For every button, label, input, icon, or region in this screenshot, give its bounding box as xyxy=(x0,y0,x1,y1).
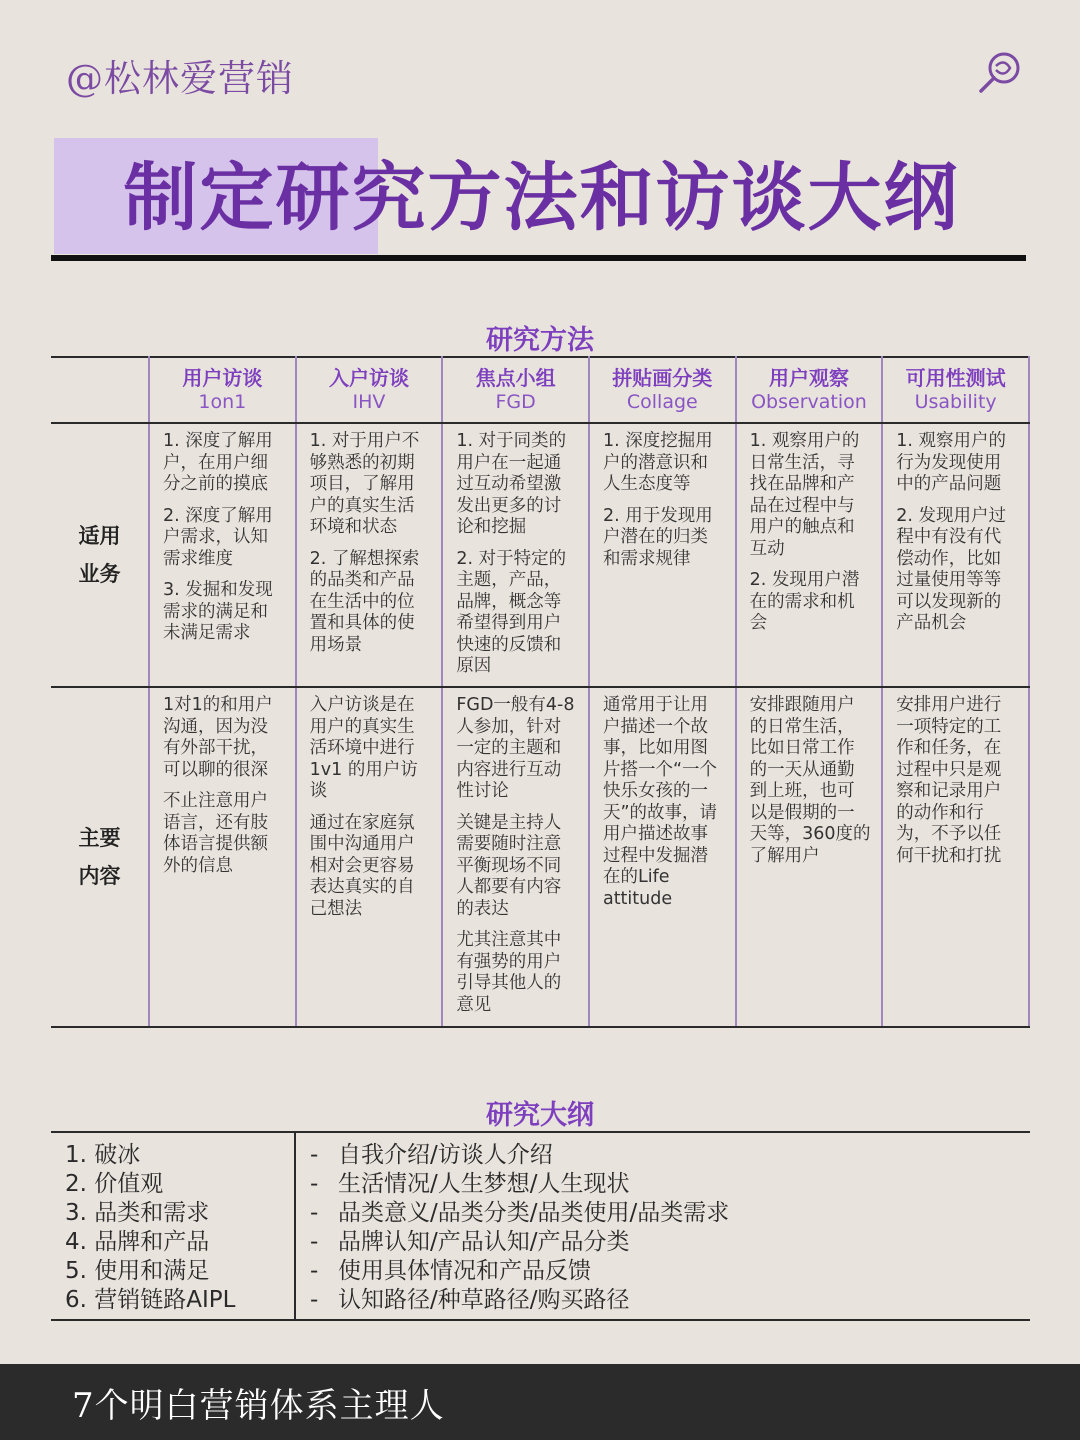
usage-cell xyxy=(149,423,296,687)
method-name: 可用性测试 xyxy=(905,366,1006,390)
usage-cell xyxy=(442,423,589,687)
methods-table xyxy=(51,356,1030,1028)
row-label-line: 适用 xyxy=(78,524,121,548)
method-name: 用户访谈 xyxy=(182,366,263,390)
outline-topics xyxy=(51,1133,296,1319)
content-point: 关键是主持人需要随时注意平衡现场不同人都要有内容的表达 xyxy=(456,812,562,919)
usage-point: 1. 观察用户的日常生活，寻找在品牌和产品在过程中与用户的触点和互动 xyxy=(749,431,860,559)
method-name: 焦点小组 xyxy=(475,366,556,390)
bullet-dash: - xyxy=(310,1258,319,1284)
content-cell xyxy=(296,687,443,1027)
usage-row xyxy=(51,423,1029,687)
method-subtitle: Usability xyxy=(914,391,997,413)
row-label-usage xyxy=(51,423,149,687)
methods-heading: 研究方法 xyxy=(486,325,594,356)
usage-point: 2. 了解想探索的品类和产品在生活中的位置和具体的使用场景 xyxy=(309,548,420,655)
content-point: 通过在家庭氛围中沟通用户相对会更容易表达真实的自己想法 xyxy=(309,812,415,919)
method-subtitle: IHV xyxy=(352,391,386,413)
bullet-dash: - xyxy=(310,1287,319,1313)
outline-detail xyxy=(310,1141,1030,1170)
method-header-collage xyxy=(589,357,736,423)
usage-cell xyxy=(296,423,443,687)
outline-detail-text: 品牌认知/产品认知/产品分类 xyxy=(338,1229,630,1255)
row-label-line: 内容 xyxy=(78,864,121,888)
methods-header-row xyxy=(51,357,1029,423)
method-header-fgd xyxy=(442,357,589,423)
method-name: 用户观察 xyxy=(768,366,849,390)
usage-cell xyxy=(589,423,736,687)
title-divider xyxy=(51,255,1026,261)
outline-topic: 6. 营销链路AIPL xyxy=(65,1287,236,1313)
outline-detail xyxy=(310,1199,1030,1228)
content-cell xyxy=(589,687,736,1027)
content-row xyxy=(51,687,1029,1027)
bullet-dash: - xyxy=(310,1171,319,1197)
usage-point: 1. 观察用户的行为发现使用中的产品问题 xyxy=(896,431,1007,494)
author-handle: @松林爱营销 xyxy=(66,57,294,100)
content-point: 入户访谈是在用户的真实生活环境中进行1v1 的用户访谈 xyxy=(309,695,418,801)
content-cell xyxy=(736,687,883,1027)
table-corner xyxy=(51,357,149,423)
footer-text: 7个明白营销体系主理人 xyxy=(72,1386,445,1426)
usage-point: 1. 对于同类的用户在一起通过互动希望激发出更多的讨论和挖掘 xyxy=(456,431,567,537)
bullet-dash: - xyxy=(310,1229,319,1255)
method-subtitle: 1on1 xyxy=(198,391,247,413)
footer-bar xyxy=(0,1364,1080,1440)
outline-topic: 3. 品类和需求 xyxy=(65,1200,210,1226)
outline-topic: 4. 品牌和产品 xyxy=(65,1229,210,1255)
method-name: 拼贴画分类 xyxy=(612,366,713,390)
outline-detail-text: 使用具体情况和产品反馈 xyxy=(338,1258,591,1284)
method-subtitle: Observation xyxy=(751,391,867,413)
content-point: 1对1的和用户沟通，因为没有外部干扰，可以聊的很深 xyxy=(163,695,273,780)
bullet-dash: - xyxy=(310,1142,319,1168)
content-point: 不止注意用户语言，还有肢体语言提供额外的信息 xyxy=(163,791,268,876)
outline-detail xyxy=(310,1257,1030,1286)
usage-point: 1. 对于用户不够熟悉的初期项目，了解用户的真实生活环境和状态 xyxy=(309,431,420,537)
lollipop-logo-icon xyxy=(976,48,1024,96)
method-header-observation xyxy=(736,357,883,423)
content-point: 安排用户进行一项特定的工作和任务，在过程中只是观察和记录用户的动作和行为，不予以任何干扰和打扰 xyxy=(896,695,1002,866)
row-label-content xyxy=(51,687,149,1027)
outline-detail-text: 品类意义/品类分类/品类使用/品类需求 xyxy=(338,1200,730,1226)
page-title: 制定研究方法和访谈大纲 xyxy=(123,155,960,241)
outline-table xyxy=(51,1131,1030,1321)
content-cell xyxy=(882,687,1029,1027)
method-subtitle: Collage xyxy=(626,391,698,413)
content-point: 通常用于让用户描述一个故事，比如用图片搭一个“一个快乐女孩的一天”的故事，请用户描述故事过程中发掘潜在的Life attitude xyxy=(602,695,718,909)
outline-topic: 5. 使用和满足 xyxy=(65,1258,210,1284)
content-cell xyxy=(149,687,296,1027)
content-point: 安排跟随用户的日常生活，比如日常工作的一天从通勤到上班，也可以是假期的一天等，360度的了解用户 xyxy=(749,695,871,866)
method-header-ihv xyxy=(296,357,443,423)
bullet-dash: - xyxy=(310,1200,319,1226)
outline-detail xyxy=(310,1286,1030,1315)
outline-topic: 1. 破冰 xyxy=(65,1142,141,1168)
method-header-1on1 xyxy=(149,357,296,423)
outline-detail-text: 生活情况/人生梦想/人生现状 xyxy=(338,1171,630,1197)
usage-point: 2. 用于发现用户潜在的归类和需求规律 xyxy=(602,505,713,569)
usage-point: 2. 发现用户过程中有没有代偿动作，比如过量使用等等可以发现新的产品机会 xyxy=(896,505,1007,633)
content-cell xyxy=(442,687,589,1027)
content-point: FGD一般有4-8人参加，针对一定的主题和内容进行互动性讨论 xyxy=(456,695,575,801)
outline-detail xyxy=(310,1170,1030,1199)
usage-point: 2. 深度了解用户需求，认知需求维度 xyxy=(163,505,273,569)
usage-point: 2. 对于特定的主题，产品，品牌，概念等希望得到用户快速的反馈和原因 xyxy=(456,548,567,676)
row-label-line: 业务 xyxy=(78,562,121,586)
usage-point: 2. 发现用户潜在的需求和机会 xyxy=(749,570,860,633)
usage-point: 1. 深度挖掘用户的潜意识和人生态度等 xyxy=(602,431,713,494)
content-point: 尤其注意其中有强势的用户引导其他人的意见 xyxy=(456,930,562,1015)
row-label-line: 主要 xyxy=(78,826,121,850)
usage-point: 3. 发掘和发现需求的满足和未满足需求 xyxy=(163,580,273,643)
method-header-usability xyxy=(882,357,1029,423)
outline-details xyxy=(296,1133,1030,1319)
usage-point: 1. 深度了解用户，在用户细分之前的摸底 xyxy=(163,431,273,494)
outline-topic: 2. 价值观 xyxy=(65,1171,164,1197)
method-subtitle: FGD xyxy=(495,391,536,413)
outline-detail-text: 自我介绍/访谈人介绍 xyxy=(338,1142,553,1168)
usage-cell xyxy=(736,423,883,687)
outline-heading: 研究大纲 xyxy=(486,1100,594,1131)
method-name: 入户访谈 xyxy=(328,366,409,390)
outline-detail xyxy=(310,1228,1030,1257)
usage-cell xyxy=(882,423,1029,687)
outline-detail-text: 认知路径/种草路径/购买路径 xyxy=(338,1287,630,1313)
